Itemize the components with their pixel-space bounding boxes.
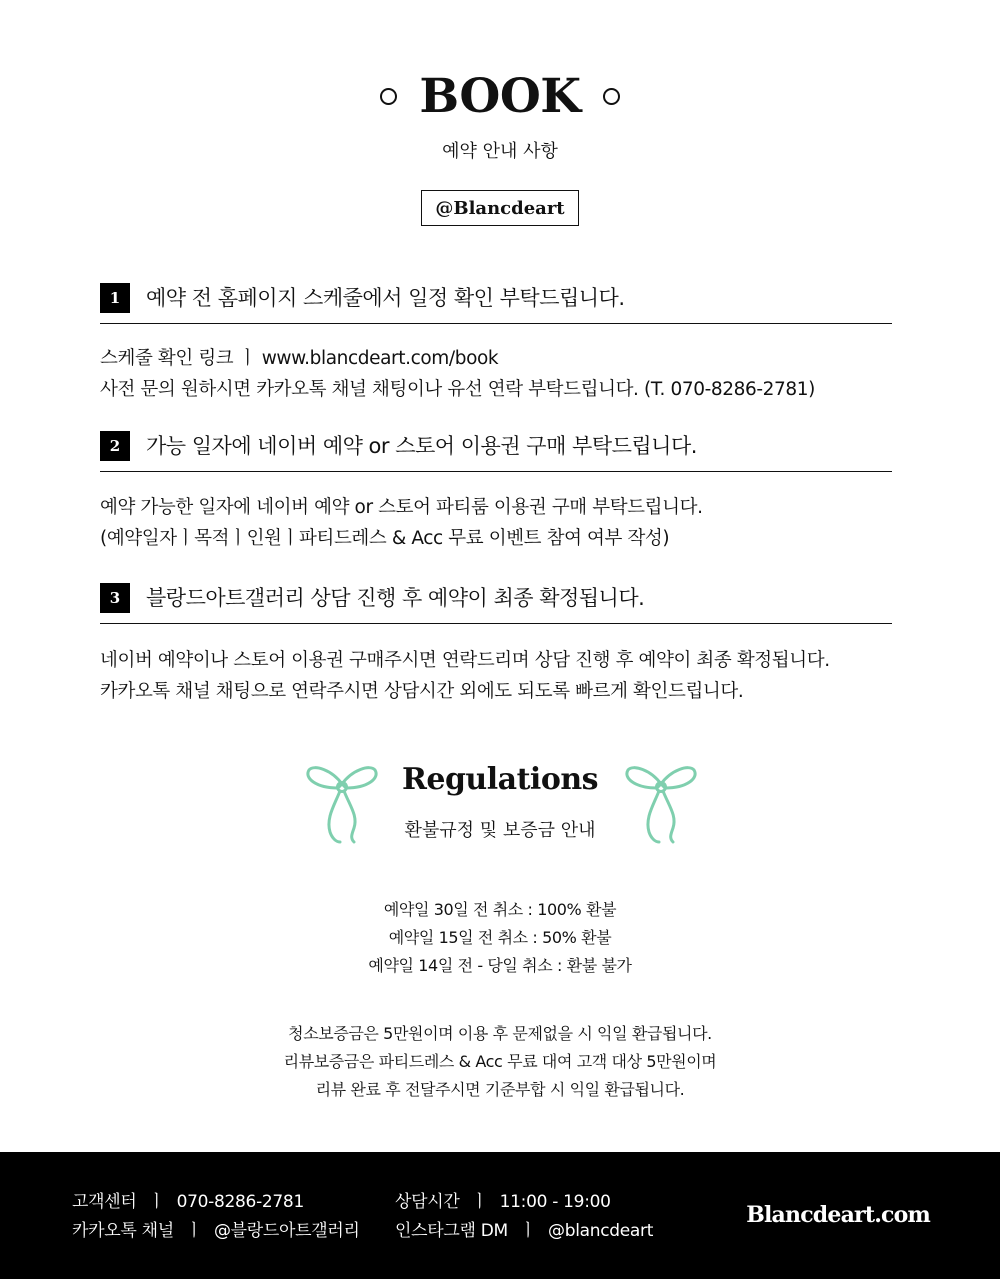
title-row	[0, 68, 1000, 124]
section-line: 네이버 예약이나 스토어 이용권 구매주시면 연락드리며 상담 진행 후 예약이 최종 확정됩니다.	[100, 650, 830, 671]
section-title: 가능 일자에 네이버 예약 or 스토어 이용권 구매 부탁드립니다.	[146, 434, 697, 458]
section-number-badge: 2	[100, 431, 130, 461]
section-line: (예약일자ㅣ목적ㅣ인원ㅣ파티드레스 & Acc 무료 이벤트 참여 여부 작성)	[100, 528, 670, 549]
section-number-badge: 1	[100, 283, 130, 313]
deposit-line: 리뷰보증금은 파티드레스 & Acc 무료 대여 고객 대상 5만원이며	[283, 1052, 717, 1071]
kakao-channel-link[interactable]: @블랑드아트갤러리	[213, 1221, 360, 1241]
separator: ㅣ	[185, 1221, 202, 1241]
instagram-dm	[395, 1217, 653, 1246]
page-subtitle: 예약 안내 사항	[442, 141, 558, 162]
customer-center	[72, 1188, 360, 1217]
instagram-link[interactable]: @blancdeart	[548, 1221, 654, 1241]
customer-center-label: 고객센터	[72, 1192, 137, 1212]
refund-line: 예약일 30일 전 취소 : 100% 환불	[383, 900, 617, 919]
section-line: 예약 가능한 일자에 네이버 예약 or 스토어 파티룸 이용권 구매 부탁드립니다.	[100, 497, 703, 518]
refund-policy	[0, 896, 1000, 980]
section-number-badge: 3	[100, 583, 130, 613]
kakao-channel	[72, 1217, 360, 1246]
section-title: 예약 전 홈페이지 스케줄에서 일정 확인 부탁드립니다.	[146, 286, 625, 310]
section-line: 사전 문의 원하시면 카카오톡 채널 채팅이나 유선 연락 부탁드립니다. (T. 070-8286-2781)	[100, 379, 815, 400]
separator: ㅣ	[519, 1221, 536, 1241]
separator: ㅣ	[471, 1192, 488, 1212]
brand-link[interactable]: Blancdeart.com	[746, 1202, 930, 1228]
deposit-line: 리뷰 완료 후 전달주시면 기준부합 시 익일 환급됩니다.	[315, 1080, 685, 1099]
footer-hours-column	[395, 1188, 653, 1246]
section-title: 블랑드아트갤러리 상담 진행 후 예약이 최종 확정됩니다.	[146, 586, 645, 610]
deposit-policy	[0, 1020, 1000, 1104]
section-2-header	[100, 430, 892, 472]
section-2-body	[100, 492, 900, 554]
consult-hours-label: 상담시간	[395, 1192, 460, 1212]
section-3-body	[100, 645, 900, 707]
ribbon-bow-icon	[623, 762, 699, 846]
refund-line: 예약일 14일 전 - 당일 취소 : 환불 불가	[368, 956, 632, 975]
page-title: BOOK	[419, 68, 581, 124]
consult-hours	[395, 1188, 653, 1217]
section-line: 카카오톡 채널 채팅으로 연락주시면 상담시간 외에도 되도록 빠르게 확인드립니다.	[100, 681, 744, 702]
consult-hours-value: 11:00 - 19:00	[499, 1192, 611, 1212]
regulations-subtitle: 환불규정 및 보증금 안내	[404, 820, 596, 841]
section-1-body	[100, 343, 900, 405]
circle-icon	[603, 88, 620, 105]
kakao-channel-label: 카카오톡 채널	[72, 1221, 174, 1241]
circle-icon	[380, 88, 397, 105]
section-line: 스케줄 확인 링크 ㅣ www.blancdeart.com/book	[100, 348, 499, 369]
separator: ㅣ	[148, 1192, 165, 1212]
handle-badge: @Blancdeart	[421, 190, 579, 226]
section-1-header	[100, 282, 892, 324]
section-3-header	[100, 582, 892, 624]
refund-line: 예약일 15일 전 취소 : 50% 환불	[388, 928, 612, 947]
deposit-line: 청소보증금은 5만원이며 이용 후 문제없을 시 익일 환급됩니다.	[288, 1024, 712, 1043]
footer-contact-column	[72, 1188, 360, 1246]
footer	[0, 1152, 1000, 1279]
instagram-dm-label: 인스타그램 DM	[395, 1221, 508, 1241]
regulations-title: Regulations	[401, 762, 599, 797]
customer-center-phone[interactable]: 070-8286-2781	[176, 1192, 304, 1212]
